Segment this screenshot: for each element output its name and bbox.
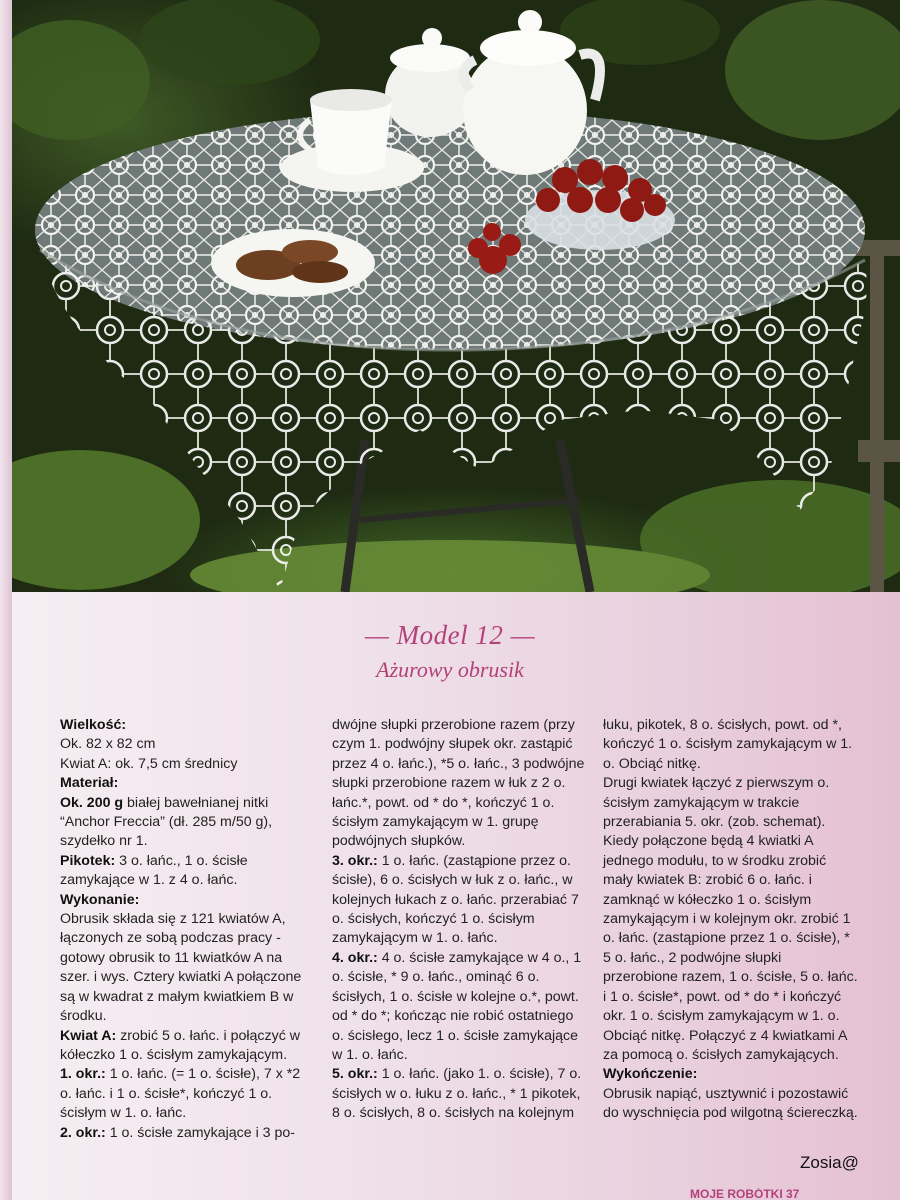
paragraph xyxy=(603,716,858,774)
model-title: — Model 12 — xyxy=(364,620,536,650)
paragraph xyxy=(60,852,315,891)
paragraph xyxy=(60,794,315,852)
paragraph-text: 1 o. łańc. (zastąpione przez o. ścisłe), 6 o. ścisłych w łuk z o. łańc., w kolejnych łukach z o. łańc. przerabiać 7 o. ścisłych, kończyć 1 o. ścisłym zamykającym w 1. o. łańc. xyxy=(332,852,579,947)
paragraph-label: Ok. 200 g xyxy=(60,794,124,811)
paragraph xyxy=(60,910,315,1026)
page-edge xyxy=(0,0,12,1200)
paragraph-label: 2. okr.: xyxy=(60,1124,106,1141)
paragraph xyxy=(60,716,315,735)
paragraph xyxy=(60,1027,315,1066)
paragraph-text: 1 o. ścisłe zamykające i 3 po- xyxy=(109,1124,296,1141)
paragraph xyxy=(332,716,587,852)
paragraph-text: 3 o. łańc., 1 o. ścisłe zamykające w 1. z 4 o. łańc. xyxy=(60,852,248,889)
paragraph-text: 4 o. ścisłe zamykające w 4 o., 1 o. ścisłe, * 9 o. łańc., ominąć 6 o. ścisłych, 1 o. ścisłe w kolejne o.*, powt. od * do *; kończąc nie robić ostatniego o. ścisłego, lecz 1 o. ścisłe zamykające w 1. o. łańc. xyxy=(332,949,582,1063)
paragraph xyxy=(60,891,315,910)
paragraph-text: Kwiat A: ok. 7,5 cm średnicy xyxy=(60,755,238,772)
paragraph xyxy=(603,1085,858,1124)
cookie-plate xyxy=(211,229,375,297)
paragraph-label: Materiał: xyxy=(60,775,119,792)
paragraph xyxy=(60,755,315,774)
tablecloth-photo xyxy=(0,0,900,592)
paragraph-text: 1 o. łańc. (jako 1. o. ścisłe), 7 o. ścisłych w o. łuku z o. łańc., * 1 pikotek, 8 o. ścisłych, 8 o. ścisłych na kolejnym xyxy=(332,1066,582,1122)
magazine-footer: MOJE ROBÓTKI 37 xyxy=(690,1188,800,1200)
paragraph-label: 5. okr.: xyxy=(332,1066,378,1083)
signature: Zosia@ xyxy=(800,1153,859,1172)
paragraph xyxy=(603,1065,858,1084)
photo-illustration xyxy=(0,0,900,592)
paragraph xyxy=(332,949,587,1065)
paragraph-label: Wykonanie: xyxy=(60,891,140,908)
paragraph-text: Obrusik składa się z 121 kwiatów A, łączonych ze sobą podczas pracy - gotowy obrusik to 11 kwiatków A na szer. i wys. Cztery kwiatki A połączone są w kwadrat z małym kwiatkiem B w środku. xyxy=(60,911,302,1025)
paragraph xyxy=(332,852,587,949)
paragraph xyxy=(60,1124,315,1143)
paragraph-text: łuku, pikotek, 8 o. ścisłych, powt. od *, kończyć 1 o. ścisłym zamykającym w 1. o. Obciąć nitkę. xyxy=(603,717,853,772)
paragraph-text: Drugi kwiatek łączyć z pierwszym o. ścisłym zamykającym w trakcie przerabiania 5. okr. (zob. schemat). Kiedy połączone będą 4 kwiatki A jednego modułu, to w środku zrobić mały kwiatek B: zrobić 6 o. łańc. i zamknąć w kółeczko 1 o. ścisłym zamykającym i w kolejnym okr. zrobić 1 o. łańc. (zastąpione przez 1 o. ścisłe), * 5 o. łańc., 2 podwójne słupki przerobione razem, 1 o. ścisłe, 5 o. łańc. i 1 o. ścisłe*, powt. od * do * i kończyć okr. 1 o. ścisłym zamykającym w 1. o. Obciąć nitkę. Połączyć z 4 kwiatkami A za pomocą o. ścisłych zamykających. xyxy=(603,775,858,1063)
paragraph-text: dwójne słupki przerobione razem (przy czym 1. podwójny słupek okr. zastąpić przez 4 o. łańc.), *5 o. łańc., 3 podwójne słupki przerobione razem w łuk z 2 o. łańc.*, powt. od * do *, kończyć 1 o. ścisłym zamykającym w 1. grupę podwójnych słupków. xyxy=(332,717,585,850)
column-1 xyxy=(60,716,315,1143)
paragraph-text: Obrusik napiąć, usztywnić i pozostawić do wyschnięcia pod wilgotną ściereczką. xyxy=(603,1085,858,1122)
paragraph xyxy=(60,735,315,754)
paragraph-label: 3. okr.: xyxy=(332,852,378,869)
paragraph xyxy=(60,1065,315,1123)
paragraph-label: Kwiat A: xyxy=(60,1027,117,1044)
paragraph-text: białej bawełnianej nitki “Anchor Freccia” (dł. 285 m/50 g), szydełko nr 1. xyxy=(60,794,273,850)
model-subtitle: Ażurowy obrusik xyxy=(376,657,524,682)
paragraph-label: Wielkość: xyxy=(60,717,127,733)
paragraph-label: 4. okr.: xyxy=(332,949,378,966)
paragraph-label: 1. okr.: xyxy=(60,1066,106,1083)
paragraph-text: zrobić 5 o. łańc. i połączyć w kółeczko 1 o. ścisłym zamykającym. xyxy=(60,1027,300,1063)
paragraph xyxy=(60,774,315,793)
paragraph-label: Pikotek: xyxy=(60,852,116,869)
paragraph-label: Wykończenie: xyxy=(603,1066,698,1083)
paragraph xyxy=(332,1065,587,1123)
column-3 xyxy=(603,716,858,1124)
column-2 xyxy=(332,716,587,1124)
paragraph-text: 1 o. łańc. (= 1 o. ścisłe), 7 x *2 o. łańc. i 1 o. ścisłe*, kończyć 1 o. ścisłym w 1. o. łańc. xyxy=(60,1066,301,1122)
paragraph xyxy=(603,774,858,1065)
paragraph-text: Ok. 82 x 82 cm xyxy=(60,736,156,753)
